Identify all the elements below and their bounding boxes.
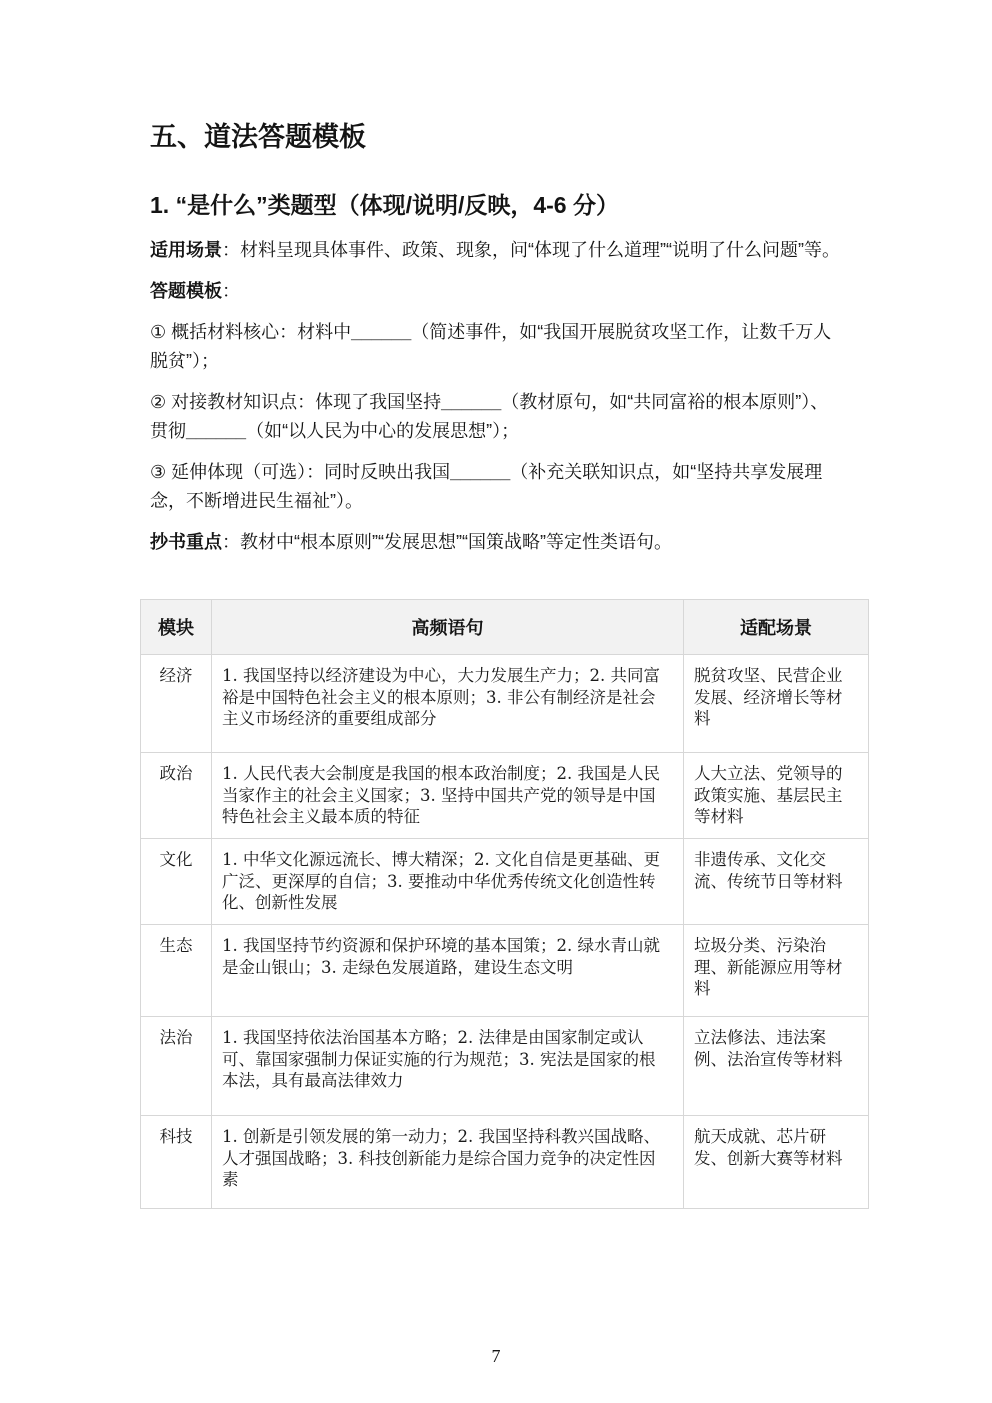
sentences-cell: 1. 我国坚持以经济建设为中心，大力发展生产力；2. 共同富裕是中国特色社会主义的根本原则；3. 非公有制经济是社会主义市场经济的重要组成部分 bbox=[212, 655, 684, 753]
step-text: ③ 延伸体现（可选）：同时反映出我国 bbox=[150, 462, 451, 482]
section-title: 五、道法答题模板 bbox=[150, 122, 366, 152]
table-row bbox=[141, 655, 869, 753]
fill-blank: ______ bbox=[186, 421, 247, 441]
step-text: （简述事件，如“我国开展脱贫攻坚工作，让数千万人脱贫”）； bbox=[150, 322, 832, 371]
sentences-cell: 1. 我国坚持节约资源和保护环境的基本国策；2. 绿水青山就是金山银山；3. 走绿色发展道路，建设生态文明 bbox=[212, 925, 684, 1017]
table-row bbox=[141, 1116, 869, 1209]
module-cell: 生态 bbox=[141, 925, 212, 1017]
step-1 bbox=[150, 318, 840, 376]
phrases-table bbox=[140, 599, 869, 1209]
scenario-paragraph bbox=[150, 236, 840, 265]
step-text: （补充关联知识点，如“坚持共享发展理念，不断增进民生福祉”）。 bbox=[150, 462, 823, 511]
step-2 bbox=[150, 388, 840, 446]
table-row bbox=[141, 753, 869, 839]
module-cell: 法治 bbox=[141, 1017, 212, 1116]
sentences-cell: 1. 人民代表大会制度是我国的根本政治制度；2. 我国是人民当家作主的社会主义国家；3. 坚持中国共产党的领导是中国特色社会主义最本质的特征 bbox=[212, 753, 684, 839]
step-text: ① 概括材料核心：材料中 bbox=[150, 322, 352, 342]
key-points-paragraph bbox=[150, 528, 840, 557]
subsection-title: 1. “是什么”类题型（体现/说明/反映，4-6 分） bbox=[150, 192, 619, 218]
module-cell: 文化 bbox=[141, 839, 212, 925]
header-sentences: 高频语句 bbox=[212, 600, 684, 655]
page-content bbox=[150, 119, 840, 569]
template-colon: ： bbox=[222, 281, 240, 301]
sentences-cell: 1. 创新是引领发展的第一动力；2. 我国坚持科教兴国战略、人才强国战略；3. 科技创新能力是综合国力竞争的决定性因素 bbox=[212, 1116, 684, 1209]
scenes-cell: 脱贫攻坚、民营企业发展、经济增长等材料 bbox=[684, 655, 869, 753]
scenes-cell: 非遗传承、文化交流、传统节日等材料 bbox=[684, 839, 869, 925]
scenario-label: 适用场景 bbox=[150, 240, 222, 260]
page-number: 7 bbox=[491, 1346, 501, 1366]
scenes-cell: 垃圾分类、污染治理、新能源应用等材料 bbox=[684, 925, 869, 1017]
sentences-cell: 1. 我国坚持依法治国基本方略；2. 法律是由国家制定或认可、靠国家强制力保证实施的行为规范；3. 宪法是国家的根本法，具有最高法律效力 bbox=[212, 1017, 684, 1116]
template-heading bbox=[150, 277, 840, 306]
step-text: （如“以人民为中心的发展思想”）； bbox=[246, 421, 520, 441]
module-cell: 科技 bbox=[141, 1116, 212, 1209]
fill-blank: ______ bbox=[351, 322, 412, 342]
module-cell: 经济 bbox=[141, 655, 212, 753]
template-label: 答题模板 bbox=[150, 281, 222, 301]
header-module: 模块 bbox=[141, 600, 212, 655]
step-text: ② 对接教材知识点：体现了我国坚持 bbox=[150, 392, 442, 412]
module-cell: 政治 bbox=[141, 753, 212, 839]
table-header-row bbox=[141, 600, 869, 655]
fill-blank: ______ bbox=[450, 462, 511, 482]
scenes-cell: 立法修法、违法案例、法治宣传等材料 bbox=[684, 1017, 869, 1116]
step-3 bbox=[150, 458, 840, 516]
scenario-colon: ： bbox=[222, 240, 240, 260]
key-points-colon: ： bbox=[222, 532, 240, 552]
header-scenes: 适配场景 bbox=[684, 600, 869, 655]
table-row bbox=[141, 1017, 869, 1116]
step-text: （教材原句，如“共同富裕的根本原则”）、贯彻 bbox=[150, 392, 829, 441]
table-row bbox=[141, 925, 869, 1017]
sentences-cell: 1. 中华文化源远流长、博大精深；2. 文化自信是更基础、更广泛、更深厚的自信；3. 要推动中华优秀传统文化创造性转化、创新性发展 bbox=[212, 839, 684, 925]
table-row bbox=[141, 839, 869, 925]
scenes-cell: 航天成就、芯片研发、创新大赛等材料 bbox=[684, 1116, 869, 1209]
scenes-cell: 人大立法、党领导的政策实施、基层民主等材料 bbox=[684, 753, 869, 839]
key-points-label: 抄书重点 bbox=[150, 532, 222, 552]
fill-blank: ______ bbox=[441, 392, 502, 412]
scenario-text: 材料呈现具体事件、政策、现象，问“体现了什么道理”“说明了什么问题”等。 bbox=[240, 240, 840, 260]
key-points-text: 教材中“根本原则”“发展思想”“国策战略”等定性类语句。 bbox=[240, 532, 672, 552]
